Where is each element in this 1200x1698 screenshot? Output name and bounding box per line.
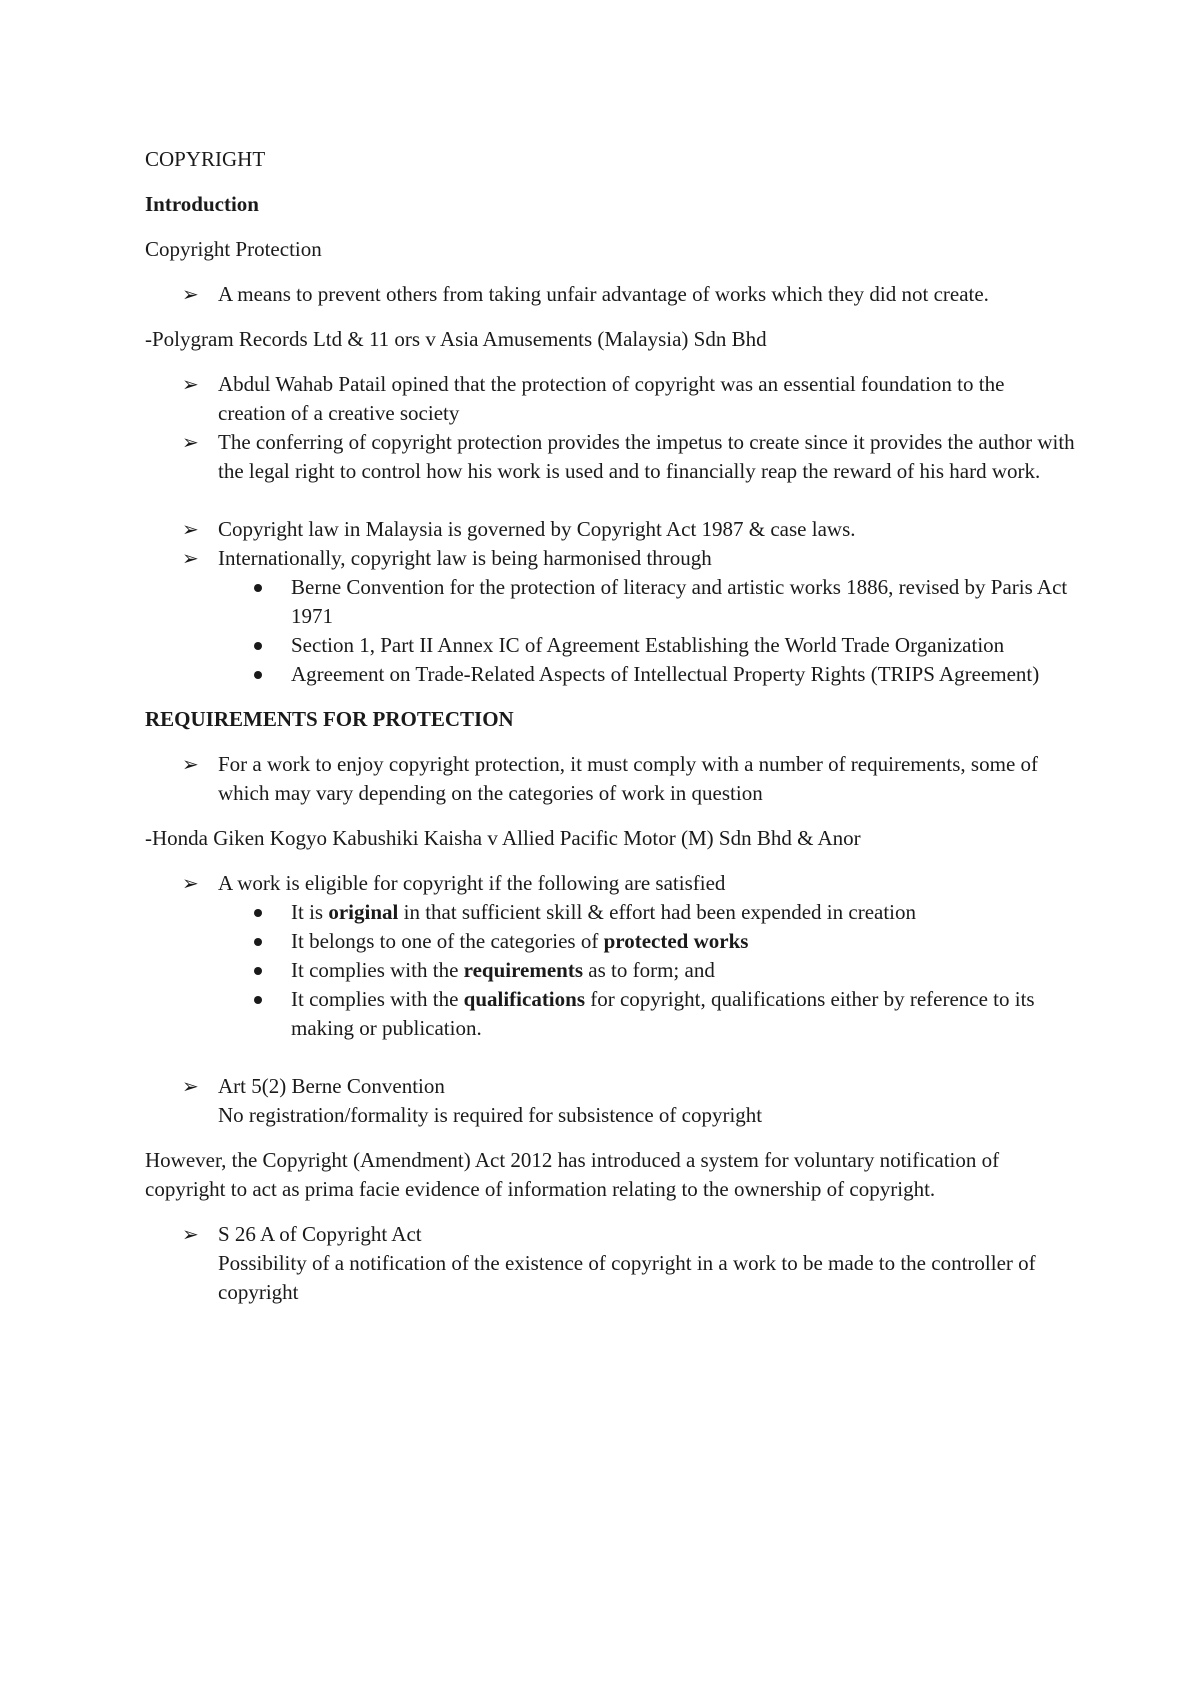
arrow-bullet-icon: ➢ [182,871,199,895]
international-instruments-list [218,573,1075,689]
bullet-text: Copyright law in Malaysia is governed by Copyright Act 1987 & case laws. [218,517,856,541]
bullet-text: Internationally, copyright law is being harmonised through [218,546,712,570]
eligibility-criteria-list [218,898,1075,1043]
arrow-bullet-icon: ➢ [182,372,199,396]
bullet-text: A means to prevent others from taking unfair advantage of works which they did not create. [218,282,989,306]
list-item [145,370,1075,428]
list-item [145,544,1075,689]
introduction-heading: Introduction [145,192,259,216]
arrow-bullet-icon: ➢ [182,282,199,306]
list-item [218,927,1075,956]
law-bullet-list [145,515,1075,689]
case-citation-polygram: -Polygram Records Ltd & 11 ors v Asia Amusements (Malaysia) Sdn Bhd [145,327,767,351]
polygram-bullet-list [145,370,1075,486]
arrow-bullet-icon: ➢ [182,1222,199,1246]
list-item [218,573,1075,631]
list-item [145,1072,1075,1130]
list-item [218,631,1075,660]
arrow-bullet-icon: ➢ [182,517,199,541]
list-item [145,428,1075,486]
dot-bullet-icon [254,671,262,679]
list-item [218,898,1075,927]
arrow-bullet-icon: ➢ [182,546,199,570]
list-item [145,1220,1075,1307]
criteria-post: for copyright, qualifications either by reference to its making or publication. [291,987,1035,1040]
arrow-bullet-icon: ➢ [182,752,199,776]
bullet-text: Agreement on Trade-Related Aspects of Intellectual Property Rights (TRIPS Agreement) [291,662,1040,686]
bullet-text: The conferring of copyright protection provides the impetus to create since it provides the author with the legal right to control how his work is used and to financially reap the reward of his hard work. [218,430,1075,483]
criteria-bold: qualifications [463,987,585,1011]
criteria-pre: It belongs to one of the categories of [291,929,604,953]
arrow-bullet-icon: ➢ [182,430,199,454]
dot-bullet-icon [254,584,262,592]
bullet-text: A work is eligible for copyright if the following are satisfied [218,871,726,895]
bullet-text: Berne Convention for the protection of literacy and artistic works 1886, revised by Paris Act 1971 [291,575,1068,628]
intro-bullet-list [145,280,1075,309]
dot-bullet-icon [254,909,262,917]
list-item [218,956,1075,985]
criteria-pre: It complies with the [291,987,464,1011]
bullet-text: No registration/formality is required for subsistence of copyright [218,1103,763,1127]
s26a-bullet-list [145,1220,1075,1307]
dot-bullet-icon [254,938,262,946]
amendment-paragraph: However, the Copyright (Amendment) Act 2012 has introduced a system for voluntary notification of copyright to act as prima facie evidence of information relating to the ownership of copyright. [145,1148,1000,1201]
list-item [145,750,1075,808]
arrow-bullet-icon: ➢ [182,1074,199,1098]
criteria-pre: It is [291,900,329,924]
dot-bullet-icon [254,967,262,975]
list-item [218,985,1075,1043]
requirements-bullet-list [145,750,1075,808]
criteria-post: in that sufficient skill & effort had been expended in creation [398,900,917,924]
dot-bullet-icon [254,996,262,1004]
criteria-bold: protected works [603,929,749,953]
eligibility-bullet-list [145,869,1075,1043]
requirements-heading: REQUIREMENTS FOR PROTECTION [145,707,514,731]
bullet-title: Art 5(2) Berne Convention [218,1074,445,1098]
document-title: COPYRIGHT [145,147,266,171]
copyright-protection-label: Copyright Protection [145,237,322,261]
list-item [145,280,1075,309]
bullet-title: S 26 A of Copyright Act [218,1222,422,1246]
berne-bullet-list [145,1072,1075,1130]
criteria-bold: original [328,900,399,924]
bullet-text: Section 1, Part II Annex IC of Agreement Establishing the World Trade Organization [291,633,1005,657]
list-item [145,869,1075,1043]
list-item [145,515,1075,544]
dot-bullet-icon [254,642,262,650]
bullet-text: Abdul Wahab Patail opined that the protection of copyright was an essential foundation to the creation of a creative society [218,372,1005,425]
bullet-text: For a work to enjoy copyright protection, it must comply with a number of requirements, some of which may vary depending on the categories of work in question [218,752,1039,805]
bullet-text: Possibility of a notification of the existence of copyright in a work to be made to the controller of copyright [218,1251,1036,1304]
list-item [218,660,1075,689]
criteria-bold: requirements [463,958,584,982]
case-citation-honda: -Honda Giken Kogyo Kabushiki Kaisha v Allied Pacific Motor (M) Sdn Bhd & Anor [145,826,861,850]
criteria-post: as to form; and [583,958,715,982]
document-page [145,145,1075,1307]
criteria-pre: It complies with the [291,958,464,982]
